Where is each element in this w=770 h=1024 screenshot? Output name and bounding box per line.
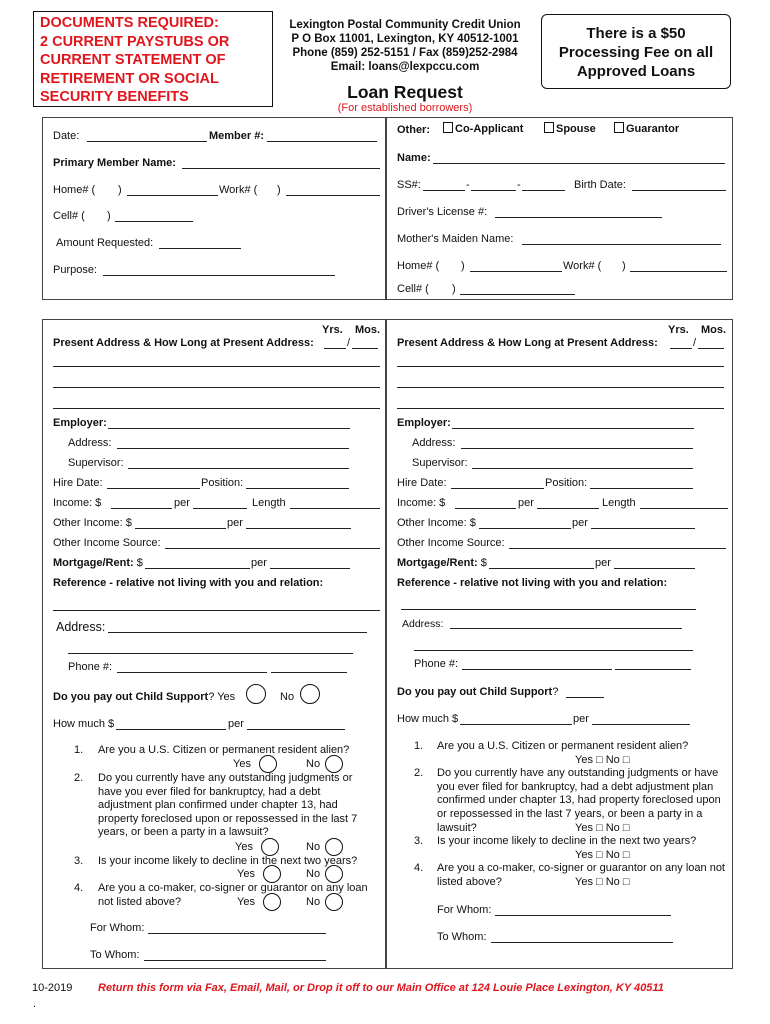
footer-dot: . — [33, 998, 37, 1010]
right-other-income-per-field[interactable] — [591, 528, 695, 529]
right-hire-date-field[interactable] — [451, 488, 544, 489]
left-reference-address-field[interactable] — [108, 632, 367, 633]
left-how-much-field[interactable] — [116, 729, 226, 730]
left-for-whom-field[interactable] — [148, 933, 326, 934]
other-name-label: Name: — [397, 152, 431, 164]
right-q2-line-5: lawsuit? — [437, 821, 477, 834]
left-reference-phone-field[interactable] — [117, 672, 267, 673]
left-income-per-field[interactable] — [193, 508, 247, 509]
member-cell-label: Cell# ( — [53, 210, 85, 222]
spouse-text: Spouse — [556, 123, 596, 135]
left-yrs-label: Yrs. — [322, 324, 343, 336]
right-q2-line-3: confirmed under chapter 13, had property foreclosed upon — [437, 794, 721, 807]
left-reference-rest: - relative not living with you and relation: — [106, 577, 324, 589]
left-q2-line-4: property foreclosed upon or repossessed in the last 7 — [98, 812, 358, 825]
right-mortgage-per-label: per — [595, 557, 611, 569]
left-for-whom-label: For Whom: — [90, 922, 145, 934]
date-label: Date: — [53, 130, 80, 142]
co-applicant-checkbox[interactable] — [443, 122, 453, 133]
left-mortgage-per-field[interactable] — [270, 568, 350, 569]
ssn-field-1[interactable] — [423, 190, 465, 191]
right-yrs-label: Yrs. — [668, 324, 689, 336]
right-position-field[interactable] — [590, 488, 693, 489]
right-q2-line-4: or repossessed in the last 7 years, or been a party in a — [437, 808, 703, 820]
right-reference-label — [397, 577, 667, 589]
left-q2-line-3: adjustment plan confirmed under chapter 13, had — [98, 799, 338, 812]
left-employer-label: Employer: — [53, 417, 107, 429]
right-to-whom-label: To Whom: — [437, 931, 487, 943]
guarantor-checkbox[interactable] — [614, 122, 624, 133]
member-work-phone-label: Work# ( — [219, 184, 258, 196]
left-supervisor-label: Supervisor: — [68, 457, 124, 469]
other-work-paren: ) — [622, 260, 626, 272]
left-q4-number: 4. — [74, 882, 84, 894]
mothers-maiden-name-field[interactable] — [522, 244, 721, 245]
left-q1-no-radio[interactable] — [325, 755, 343, 773]
right-income-label: Income: $ — [397, 497, 446, 509]
right-reference-word: Reference — [397, 577, 451, 589]
right-reference-address-label: Address: — [402, 618, 444, 630]
right-reference-address-field-2[interactable] — [414, 650, 693, 651]
left-employer-address-label: Address: — [68, 437, 112, 449]
docs-line-3: CURRENT STATEMENT OF — [40, 52, 226, 68]
right-child-support-text: Do you pay out Child Support — [397, 686, 553, 698]
member-number-field[interactable] — [267, 141, 377, 142]
right-reference-phone-field-2[interactable] — [615, 669, 691, 670]
right-other-income-label: Other Income: $ — [397, 517, 476, 529]
left-q4-yes-label: Yes — [237, 896, 255, 908]
right-address-line-1[interactable] — [397, 366, 724, 367]
left-other-income-per-label: per — [227, 517, 243, 529]
left-slash: / — [347, 337, 351, 349]
right-mortgage-label — [397, 557, 487, 569]
guarantor-option[interactable] — [614, 122, 679, 135]
right-q4-yes-no[interactable]: Yes □ No □ — [575, 876, 630, 888]
left-child-support-yes: ? Yes — [208, 691, 236, 703]
right-employer-field[interactable] — [452, 428, 694, 429]
left-income-field[interactable] — [111, 508, 172, 509]
member-work-phone-field[interactable] — [286, 195, 380, 196]
birth-date-label: Birth Date: — [574, 179, 626, 191]
other-cell-paren: ) — [452, 283, 456, 295]
credit-union-address: P O Box 11001, Lexington, KY 40512-1001 — [291, 33, 519, 45]
left-q4-line-1: Are you a co-maker, co-signer or guarantor on any loan — [98, 882, 368, 894]
left-other-income-source-field[interactable] — [165, 548, 380, 549]
docs-line-1: DOCUMENTS REQUIRED: — [40, 15, 219, 31]
left-how-much-per-field[interactable] — [247, 729, 345, 730]
date-field[interactable] — [87, 141, 207, 142]
form-revision-date: 10-2019 — [32, 982, 73, 994]
left-length-field[interactable] — [290, 508, 380, 509]
other-name-field[interactable] — [433, 163, 725, 164]
left-q3-no-radio[interactable] — [325, 865, 343, 883]
left-supervisor-field[interactable] — [128, 468, 349, 469]
left-reference-phone-label: Phone #: — [68, 661, 113, 673]
guarantor-text: Guarantor — [626, 123, 680, 135]
right-address-line-2[interactable] — [397, 387, 724, 388]
left-child-support-no-radio[interactable] — [300, 684, 320, 704]
left-child-support-label — [53, 691, 235, 703]
right-supervisor-label: Supervisor: — [412, 457, 468, 469]
ssn-field-2[interactable] — [471, 190, 516, 191]
right-mos-label: Mos. — [701, 324, 727, 336]
primary-member-name-text: Primary Member Name: — [53, 157, 176, 169]
right-q2-line-1: Do you currently have any outstanding judgments or have — [437, 767, 719, 780]
right-mortgage-field[interactable] — [489, 568, 594, 569]
left-child-support-text: Do you pay out Child Support — [53, 691, 209, 703]
mothers-maiden-name-label: Mother's Maiden Name: — [397, 233, 514, 245]
other-home-phone-field[interactable] — [470, 271, 562, 272]
primary-member-name-field[interactable] — [182, 168, 380, 169]
co-applicant-option[interactable] — [443, 122, 523, 135]
right-q1-text: Are you a U.S. Citizen or permanent resident alien? — [437, 740, 689, 752]
right-reference-phone-field[interactable] — [462, 669, 612, 670]
co-applicant-text: Co-Applicant — [455, 123, 524, 135]
left-reference-label — [53, 577, 323, 589]
left-hire-date-label: Hire Date: — [53, 477, 103, 489]
left-reference-address-label: Address: — [56, 620, 106, 634]
right-hire-date-label: Hire Date: — [397, 477, 447, 489]
cell-paren: ) — [107, 210, 111, 222]
right-how-much-label: How much $ — [397, 713, 459, 725]
right-how-much-per-label: per — [573, 713, 589, 725]
right-to-whom-field[interactable] — [491, 942, 673, 943]
right-q2-yes-no[interactable]: Yes □ No □ — [575, 821, 630, 834]
right-q4-number: 4. — [414, 862, 424, 875]
amount-requested-label: Amount Requested: — [56, 237, 154, 249]
right-length-label: Length — [602, 497, 636, 509]
right-income-per-field[interactable] — [537, 508, 599, 509]
right-how-much-per-field[interactable] — [592, 724, 690, 725]
left-address-line-2[interactable] — [53, 387, 380, 388]
right-employer-label: Employer: — [397, 417, 451, 429]
left-q2-yes-label: Yes — [235, 841, 253, 853]
left-q1-number: 1. — [74, 744, 84, 756]
return-instructions: Return this form via Fax, Email, Mail, or Drop it off to our Main Office at 124 Louie Place Lexington, KY 40511 — [98, 982, 664, 994]
right-child-support-label — [397, 686, 558, 698]
birth-date-field[interactable] — [632, 190, 726, 191]
left-employer-field[interactable] — [108, 428, 350, 429]
left-q4-line-2: not listed above? — [98, 896, 182, 908]
left-child-support-no-label: No — [280, 691, 295, 703]
other-home-paren: ) — [461, 260, 465, 272]
fee-line-1: There is a $50 — [586, 25, 686, 42]
page-subtitle: (For established borrowers) — [337, 102, 473, 114]
work-paren: ) — [277, 184, 281, 196]
left-q3-yes-radio[interactable] — [263, 865, 281, 883]
left-reference-address-field-2[interactable] — [68, 653, 353, 654]
other-work-phone-field[interactable] — [630, 271, 727, 272]
right-present-address-label: Present Address & How Long at Present Address: — [397, 337, 658, 349]
left-address-line-1[interactable] — [53, 366, 380, 367]
ssn-label: SS#: — [397, 179, 421, 191]
left-length-label: Length — [252, 497, 286, 509]
left-q2-no-radio[interactable] — [325, 838, 343, 856]
right-length-field[interactable] — [640, 508, 728, 509]
left-address-line-3[interactable] — [53, 408, 380, 409]
left-hire-date-field[interactable] — [107, 488, 200, 489]
left-months-field[interactable] — [352, 348, 378, 349]
purpose-field[interactable] — [103, 275, 335, 276]
other-home-phone-label: Home# ( — [397, 260, 440, 272]
right-mortgage-text: Mortgage/Rent: — [397, 557, 478, 569]
right-q4-line-2: listed above? — [437, 876, 502, 888]
left-q1-no-label: No — [306, 758, 321, 770]
docs-line-5: SECURITY BENEFITS — [40, 89, 189, 105]
left-q3-text: Is your income likely to decline in the next two years? — [98, 855, 358, 867]
left-q2-line-1: Do you currently have any outstanding judgments or — [98, 772, 353, 784]
right-for-whom-field[interactable] — [495, 915, 671, 916]
right-months-field[interactable] — [698, 348, 724, 349]
left-other-income-per-field[interactable] — [246, 528, 351, 529]
left-q3-yes-label: Yes — [237, 868, 255, 880]
left-mortgage-per-label: per — [251, 557, 267, 569]
right-q2-number: 2. — [414, 767, 424, 780]
right-child-support-q: ? — [552, 686, 559, 698]
left-q4-yes-radio[interactable] — [263, 893, 281, 911]
right-q3-number: 3. — [414, 835, 424, 848]
other-cell-label: Cell# ( — [397, 283, 429, 295]
spouse-checkbox[interactable] — [544, 122, 554, 133]
spouse-option[interactable] — [544, 122, 596, 135]
fee-line-2: Processing Fee on all — [558, 44, 714, 61]
member-number-label: Member #: — [209, 130, 265, 142]
left-q2-yes-radio[interactable] — [261, 838, 279, 856]
right-other-income-field[interactable] — [479, 528, 571, 529]
page-title: Loan Request — [347, 82, 463, 102]
left-how-much-per-label: per — [228, 718, 244, 730]
left-q3-no-label: No — [306, 868, 321, 880]
right-reference-address-field[interactable] — [450, 628, 682, 629]
right-how-much-field[interactable] — [460, 724, 572, 725]
fee-notice — [541, 24, 731, 81]
left-q4-no-radio[interactable] — [325, 893, 343, 911]
fee-line-3: Approved Loans — [576, 63, 696, 80]
left-to-whom-field[interactable] — [144, 960, 326, 961]
right-reference-field[interactable] — [401, 609, 696, 610]
right-supervisor-field[interactable] — [472, 468, 693, 469]
right-position-label: Position: — [545, 477, 588, 489]
other-cell-field[interactable] — [460, 294, 575, 295]
amount-requested-field[interactable] — [159, 248, 241, 249]
left-years-field[interactable] — [324, 348, 346, 349]
right-employer-address-field[interactable] — [461, 448, 693, 449]
ssn-dash-2: - — [517, 179, 521, 191]
right-q4-line-1: Are you a co-maker, co-signer or guarantor on any loan not — [437, 862, 725, 875]
right-q3-yes-no[interactable]: Yes □ No □ — [575, 848, 630, 861]
right-other-income-source-label: Other Income Source: — [397, 537, 505, 549]
right-address-line-3[interactable] — [397, 408, 724, 409]
credit-union-info — [274, 18, 536, 74]
credit-union-phone: Phone (859) 252-5151 / Fax (859)252-2984 — [292, 47, 518, 59]
left-reference-phone-field-2[interactable] — [271, 672, 347, 673]
right-mortgage-per-field[interactable] — [614, 568, 695, 569]
member-home-phone-label: Home# ( — [53, 184, 96, 196]
right-slash: / — [693, 337, 697, 349]
ssn-field-3[interactable] — [522, 190, 565, 191]
left-other-income-field[interactable] — [135, 528, 226, 529]
left-income-per-label: per — [174, 497, 190, 509]
left-q2-line-2: have you ever filed for bankruptcy, had a debt — [98, 785, 321, 798]
left-other-income-source-label: Other Income Source: — [53, 537, 161, 549]
right-child-support-field[interactable] — [566, 697, 604, 698]
left-mortgage-text: Mortgage/Rent: — [53, 557, 134, 569]
left-q1-yes-radio[interactable] — [259, 755, 277, 773]
left-child-support-yes-radio[interactable] — [246, 684, 266, 704]
ssn-dash-1: - — [466, 179, 470, 191]
left-q2-number: 2. — [74, 772, 84, 784]
other-label: Other: — [397, 124, 430, 136]
left-q4-no-label: No — [306, 896, 321, 908]
docs-line-4: RETIREMENT OR SOCIAL — [40, 70, 219, 87]
left-mortgage-label — [53, 557, 143, 569]
credit-union-email: Email: loans@lexpccu.com — [330, 61, 480, 73]
left-position-label: Position: — [201, 477, 244, 489]
left-q2-line-5: years, or been a party in a lawsuit? — [98, 826, 269, 839]
left-reference-word: Reference — [53, 577, 107, 589]
purpose-label: Purpose: — [53, 264, 98, 276]
right-q3-text: Is your income likely to decline in the next two years? — [437, 835, 697, 848]
right-employer-address-label: Address: — [412, 437, 456, 449]
left-employer-address-field[interactable] — [117, 448, 349, 449]
right-reference-rest: - relative not living with you and relation: — [450, 577, 668, 589]
left-to-whom-label: To Whom: — [90, 949, 140, 961]
drivers-license-label: Driver's License #: — [397, 206, 488, 218]
right-other-income-source-field[interactable] — [509, 548, 726, 549]
left-q1-yes-label: Yes — [233, 758, 251, 770]
right-q1-yes-no[interactable]: Yes □ No □ — [575, 753, 630, 766]
primary-member-name-label — [53, 157, 176, 169]
left-mortgage-dollar: $ — [136, 557, 143, 569]
right-reference-phone-label: Phone #: — [414, 658, 459, 670]
right-q2-line-2: you ever filed for bankruptcy, had a debt adjustment plan — [437, 780, 714, 793]
right-mortgage-dollar: $ — [480, 557, 487, 569]
left-mos-label: Mos. — [355, 324, 381, 336]
left-mortgage-field[interactable] — [145, 568, 250, 569]
left-how-much-label: How much $ — [53, 718, 115, 730]
left-position-field[interactable] — [246, 488, 349, 489]
other-work-phone-label: Work# ( — [563, 260, 602, 272]
right-income-per-label: per — [518, 497, 534, 509]
left-reference-field[interactable] — [53, 610, 380, 611]
home-paren: ) — [118, 184, 122, 196]
member-cell-field[interactable] — [115, 221, 193, 222]
left-q2-no-label: No — [306, 841, 321, 853]
credit-union-name: Lexington Postal Community Credit Union — [289, 19, 521, 31]
right-other-income-per-label: per — [572, 517, 588, 529]
right-for-whom-label: For Whom: — [437, 904, 492, 916]
left-income-label: Income: $ — [53, 497, 102, 509]
left-present-address-label: Present Address & How Long at Present Address: — [53, 337, 314, 349]
member-home-phone-field[interactable] — [127, 195, 218, 196]
right-q1-number: 1. — [414, 740, 424, 752]
documents-required-notice — [40, 14, 272, 107]
left-q1-text: Are you a U.S. Citizen or permanent resident alien? — [98, 744, 350, 756]
docs-line-2: 2 CURRENT PAYSTUBS OR — [40, 33, 230, 50]
drivers-license-field[interactable] — [495, 217, 662, 218]
left-q3-number: 3. — [74, 855, 84, 867]
right-income-field[interactable] — [455, 508, 516, 509]
right-years-field[interactable] — [670, 348, 692, 349]
left-other-income-label: Other Income: $ — [53, 517, 132, 529]
